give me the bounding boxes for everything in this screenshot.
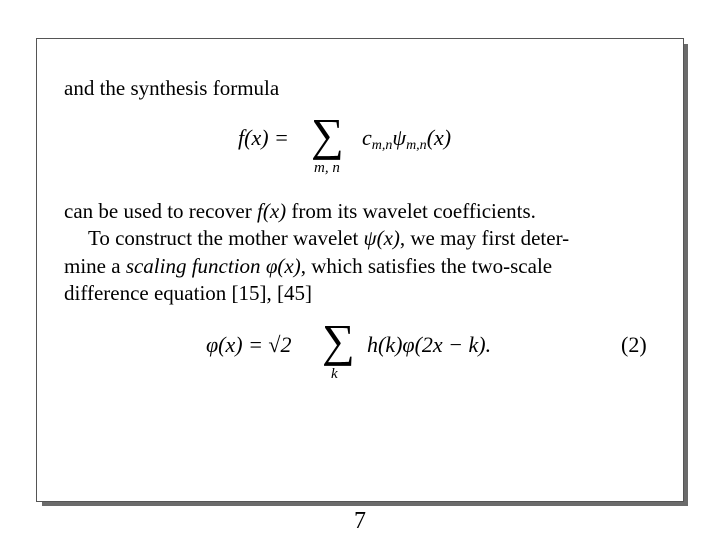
equation-1-c-sub: m,n	[371, 138, 393, 153]
text-line-4-part-a: mine a	[64, 254, 121, 278]
text-line-2-part-a: can be used to recover	[64, 199, 252, 223]
text-line-4	[64, 254, 552, 279]
text-line-3-part-b: , we may first deter-	[399, 226, 570, 250]
equation-1-c: c	[362, 125, 372, 150]
equation-1-psi-sub: m,n	[406, 138, 427, 153]
text-line-3-psi: ψ(x)	[363, 226, 400, 250]
equation-1-term	[362, 125, 451, 154]
text-line-2-part-b: from its wavelet coefficients.	[291, 199, 536, 223]
text-line-4-phi: φ(x)	[265, 254, 301, 278]
equation-2-sum-symbol: ∑	[322, 315, 355, 366]
text-line-3	[88, 226, 569, 251]
text-line-1: and the synthesis formula	[64, 76, 280, 100]
text-line-2	[64, 199, 536, 224]
equation-1-psi: ψ	[392, 125, 407, 150]
text-line-3-part-a: To construct the mother wavelet	[88, 226, 359, 250]
text-line-2-fx: f(x)	[257, 199, 287, 223]
equation-1-arg: (x)	[426, 125, 452, 150]
page-number: 7	[354, 508, 366, 534]
equation-2-number: (2)	[621, 332, 647, 357]
equation-1-lhs: f(x) =	[238, 125, 289, 150]
equation-1-sum-index: m, n	[314, 160, 340, 176]
text-line-4-part-b: , which satisfies the two-scale	[300, 254, 553, 278]
equation-1-sum-symbol: ∑	[311, 109, 344, 160]
text-line-5: difference equation [15], [45]	[64, 281, 313, 305]
equation-2-lhs: φ(x) = √2	[206, 332, 292, 357]
text-line-4-scaling-function: scaling function	[125, 254, 261, 278]
equation-2-rhs: h(k)φ(2x − k).	[367, 332, 492, 357]
equation-2-sum-index: k	[331, 366, 338, 382]
